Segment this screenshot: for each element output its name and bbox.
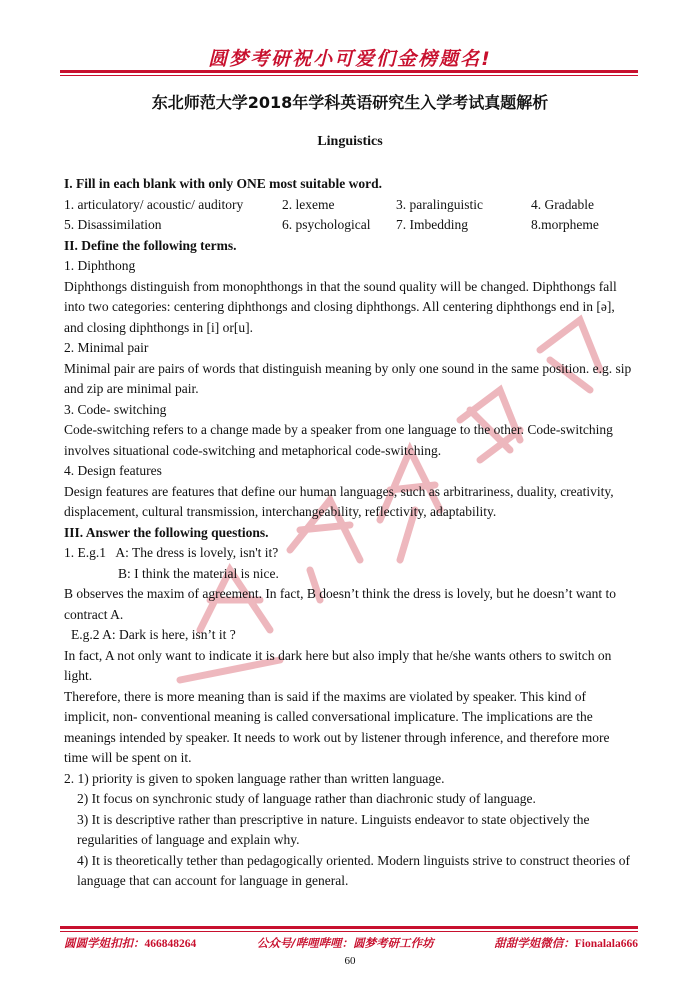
- term-definition: Diphthongs distinguish from monophthongs in that the sound quality will be changed. Diphthongs fall into two categories: centering diphthongs and closing diphthongs. All centering diphthongs end in [ə], and closing diphthongs in [i] or[u].: [64, 278, 617, 335]
- footer-wechat-value: Fionalala666: [574, 938, 638, 950]
- footer-rule-thin: [60, 931, 638, 932]
- header-rule-thin: [60, 75, 638, 76]
- subject-heading: Linguistics: [317, 134, 383, 149]
- q2-line: 2) It focus on synchronic study of language rather than diachronic study of language.: [77, 791, 536, 806]
- section3-heading: III. Answer the following questions.: [64, 524, 269, 540]
- answer-item: 8.morpheme: [531, 217, 599, 232]
- q1-line: E.g.2 A: Dark is here, isn’t it ?: [71, 627, 236, 642]
- term-definition: Minimal pair are pairs of words that distinguish meaning by only one sound in the same position. e.g. sip and zip are minimal pair.: [64, 360, 632, 396]
- term-definition: Code-switching refers to a change made by a speaker from one language to the other. Code-switching involves situational code-switching and metaphorical code-switching.: [64, 422, 613, 458]
- answer-item: 2. lexeme: [282, 196, 335, 212]
- answer-item: 7. Imbedding: [396, 217, 468, 232]
- term-title: 4. Design features: [64, 463, 162, 478]
- q1-line: In fact, A not only want to indicate it is dark here but also imply that he/she wants others to switch on light.: [64, 647, 612, 683]
- q1-line: B: I think the material is nice.: [118, 565, 279, 581]
- term-title: 3. Code- switching: [64, 401, 167, 417]
- q1-line: Therefore, there is more meaning than is said if the maxims are violated by speaker. This kind of implicit, non- conventional meaning is called conversational implicature. The implications are the meanings intended by speaker. It needs to work out by listener through inference, and therefore more time will be spent on it.: [64, 688, 610, 765]
- answer-item: 6. psychological: [282, 217, 371, 232]
- footer-qq-label: 圆圆学姐扣扣：: [64, 936, 145, 950]
- q1-line: 1. E.g.1 A: The dress is lovely, isn't it?: [64, 545, 279, 560]
- section1-answers: [64, 195, 634, 236]
- footer: [64, 935, 638, 951]
- document-body: [64, 174, 634, 892]
- footer-public-account: 公众号/哔哩哔哩：圆梦考研工作坊: [256, 936, 434, 950]
- footer-wechat-label: 甜甜学姐微信：: [494, 936, 575, 950]
- answer-item: 4. Gradable: [531, 196, 594, 212]
- document-title: 东北师范大学2018年学科英语研究生入学考试真题解析: [151, 93, 549, 112]
- footer-qq-value: 466848264: [144, 938, 197, 950]
- footer-rule: [60, 926, 638, 929]
- q2-line: 3) It is descriptive rather than prescriptive in nature. Linguists endeavor to state objectively the regularities of language and explain why.: [77, 811, 590, 847]
- term-title: 2. Minimal pair: [64, 340, 149, 355]
- footer-qq: [64, 935, 196, 951]
- q1-line: B observes the maxim of agreement. In fact, B doesn’t think the dress is lovely, but he doesn’t want to contract A.: [64, 586, 617, 622]
- section1-heading: I. Fill in each blank with only ONE most suitable word.: [64, 176, 383, 191]
- answer-item: 1. articulatory/ acoustic/ auditory: [64, 196, 244, 212]
- answer-item: 3. paralinguistic: [396, 196, 483, 212]
- header-rule: [60, 70, 638, 73]
- answer-item: 5. Disassimilation: [64, 217, 162, 232]
- footer-wechat: [494, 935, 638, 951]
- term-title: 1. Diphthong: [64, 258, 136, 273]
- page-number: 60: [344, 955, 356, 967]
- term-definition: Design features are features that define our human languages, such as arbitrariness, duality, creativity, displacement, cultural transmission, interchangeability, reflectivity, adaptability.: [64, 483, 614, 519]
- q2-line: 4) It is theoretically tether than pedagogically oriented. Modern linguists strive to construct theories of language that can account for language in general.: [77, 852, 630, 888]
- q2-line: 2. 1) priority is given to spoken language rather than written language.: [64, 770, 445, 786]
- header-slogan: 圆梦考研祝小可爱们金榜题名!: [208, 48, 492, 70]
- section2-heading: II. Define the following terms.: [64, 237, 237, 253]
